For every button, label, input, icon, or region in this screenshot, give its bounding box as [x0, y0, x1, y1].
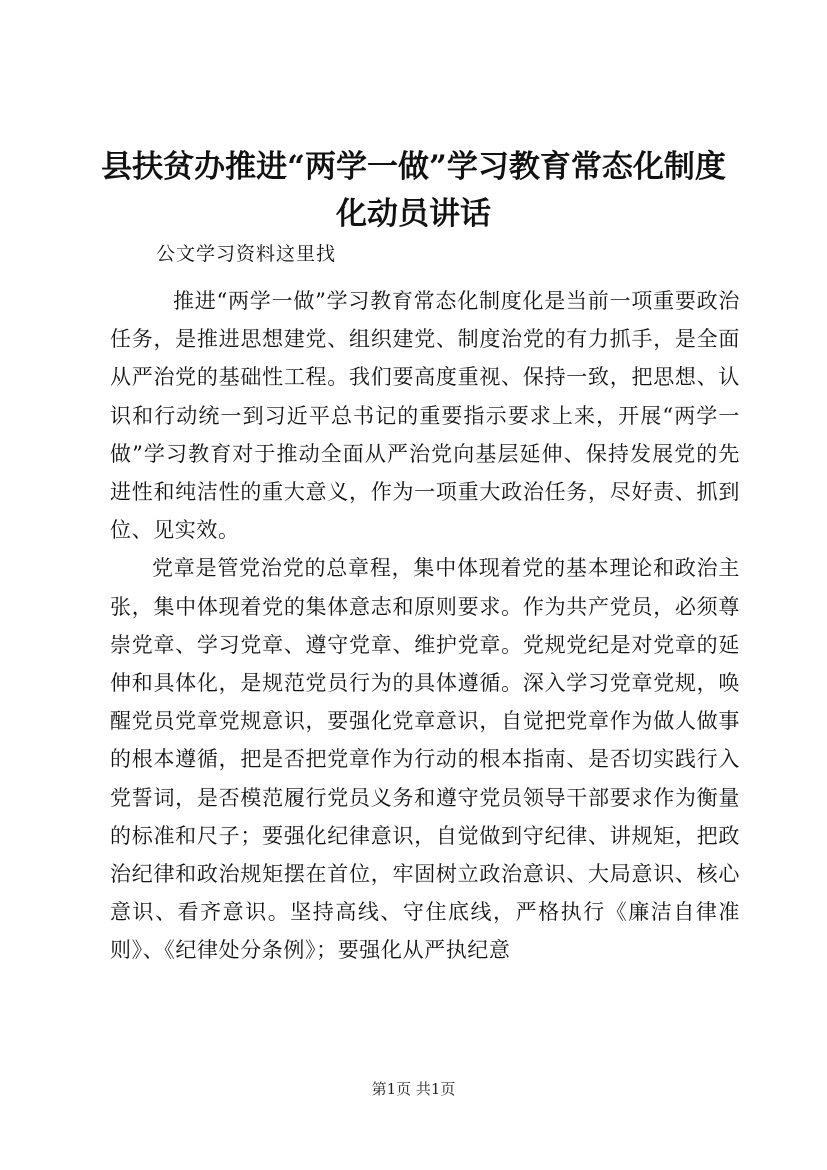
source-line: 公文学习资料这里找: [156, 243, 337, 265]
paragraph-2: 党章是管党治党的总章程，集中体现着党的基本理论和政治主张，集中体现着党的集体意志和原则要求。作为共产党员，必须尊崇党章、学习党章、遵守党章、维护党章。党规党纪是对党章的延伸和具体化，是规范党员行为的具体遵循。深入学习党章党规，唤醒党员党章党规意识，要强化党章意识，自觉把党章作为做人做事的根本遵循，把是否把党章作为行动的根本指南、是否切实践行入党誓词，是否模范履行党员义务和遵守党员领导干部要求作为衡量的标准和尺子；要强化纪律意识，自觉做到守纪律、讲规矩，把政治纪律和政治规矩摆在首位，牢固树立政治意识、大局意识、核心意识、看齐意识。坚持高线、守住底线，严格执行《廉洁自律准则》、《纪律处分条例》；要强化从严执纪意: [110, 556, 740, 963]
page-footer: 第1页 共1页: [371, 1080, 456, 1098]
document-body: [110, 282, 740, 970]
paragraph-1: 推进“两学一做”学习教育常态化制度化是当前一项重要政治任务，是推进思想建党、组织建党、制度治党的有力抓手，是全面从严治党的基础性工程。我们要高度重视、保持一致，把思想、认识和行动统一到习近平总书记的重要指示要求上来，开展“两学一做”学习教育对于推动全面从严治党向基层延伸、保持发展党的先进性和纯洁性的重大意义，作为一项重大政治任务，尽好责、抓到位、见实效。: [110, 289, 740, 543]
document-title: 县扶贫办推进“两学一做”学习教育常态化制度化动员讲话: [101, 149, 726, 232]
